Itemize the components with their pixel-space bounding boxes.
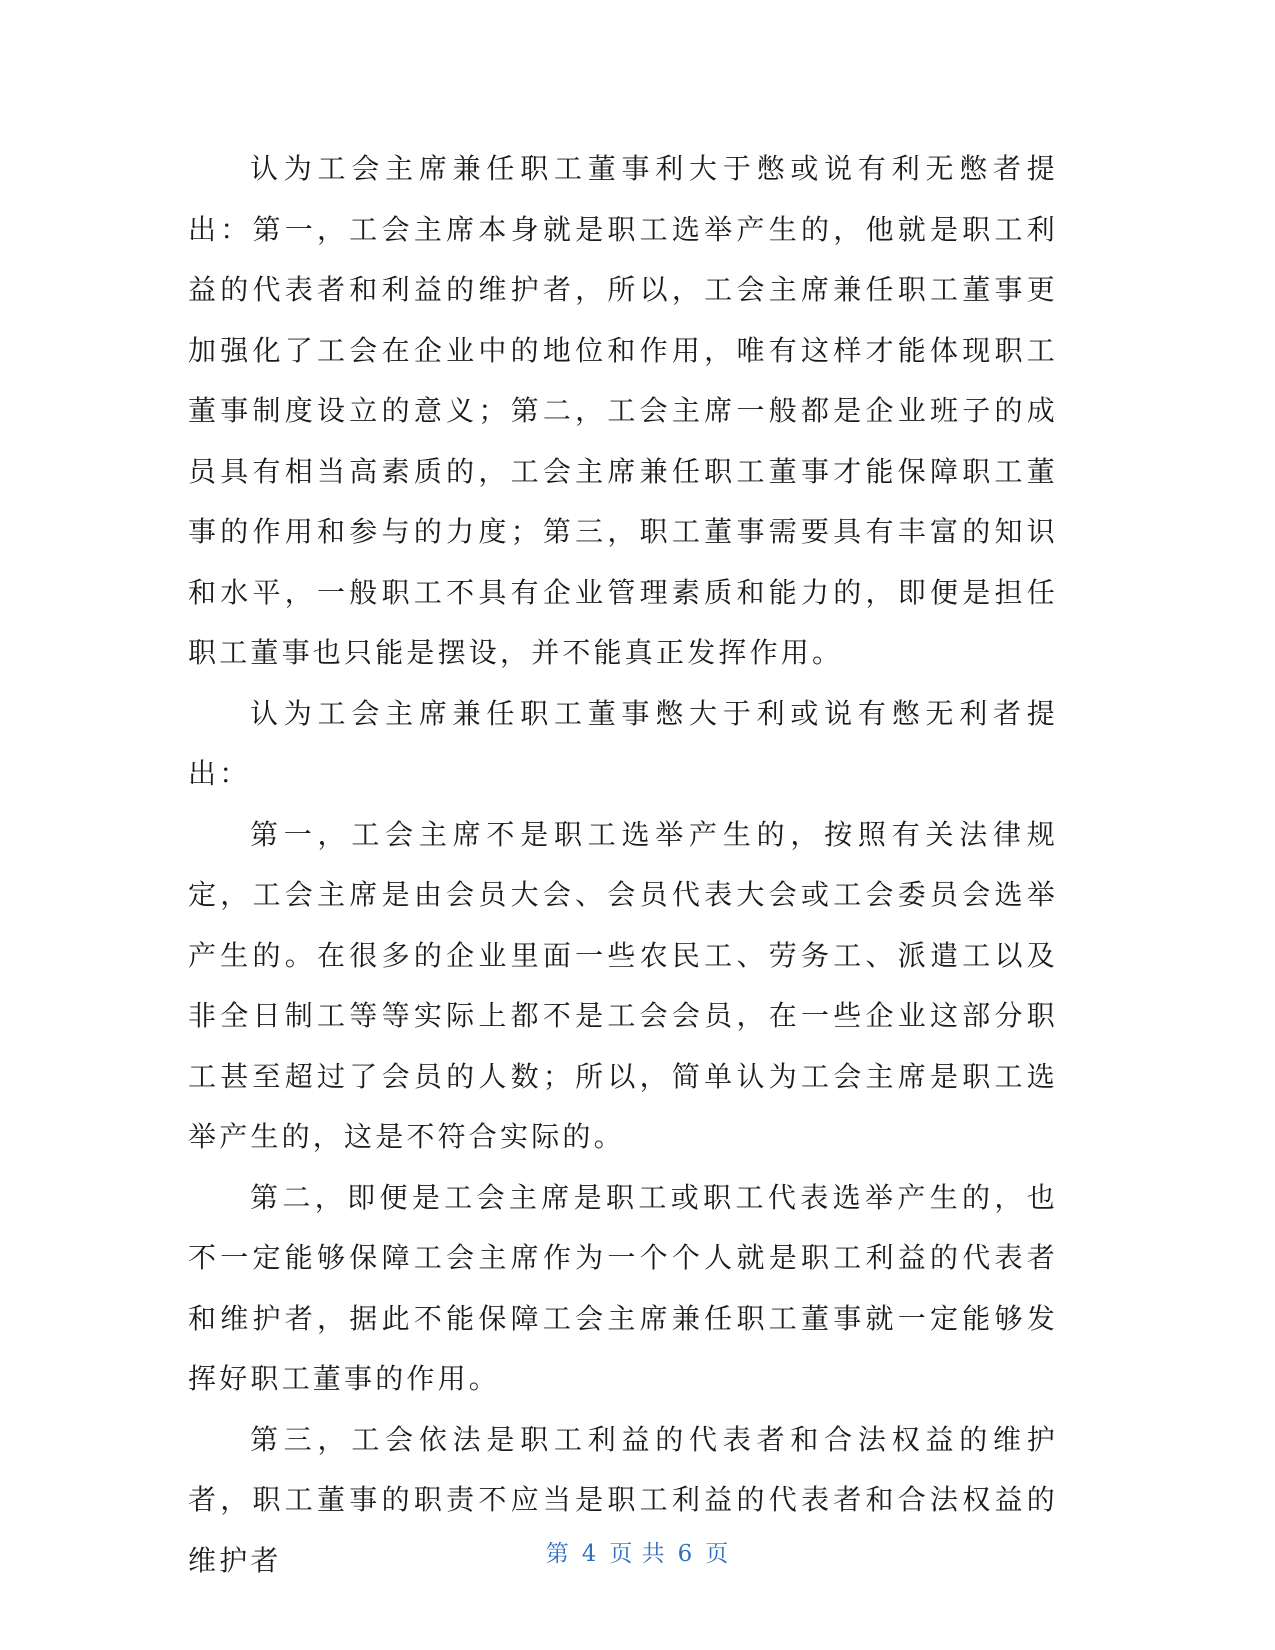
footer-suffix: 页 bbox=[705, 1541, 730, 1567]
paragraph-2: 认为工会主席兼任职工董事憋大于利或说有憋无利者提出： bbox=[188, 696, 1058, 790]
paragraph-4: 第二，即便是工会主席是职工或职工代表选举产生的，也不一定能够保障工会主席作为一个个人就是职工利益的代表者和维护者，据此不能保障工会主席兼任职工董事就一定能够发挥好职工董事的作用。 bbox=[188, 1180, 1058, 1395]
page-number-footer bbox=[0, 1535, 1275, 1568]
paragraph-5: 第三，工会依法是职工利益的代表者和合法权益的维护者，职工董事的职责不应当是职工利益的代表者和合法权益的维护者 bbox=[188, 1422, 1058, 1577]
total-pages-number: 6 bbox=[677, 1541, 694, 1567]
footer-prefix: 第 bbox=[545, 1541, 570, 1567]
footer-middle: 页 共 bbox=[609, 1541, 666, 1567]
paragraph-1: 认为工会主席兼任职工董事利大于憋或说有利无憋者提出：第一，工会主席本身就是职工选举产生的，他就是职工利益的代表者和利益的维护者，所以，工会主席兼任职工董事更加强化了工会在企业中的地位和作用，唯有这样才能体现职工董事制度设立的意义；第二，工会主席一般都是企业班子的成员具有相当高素质的，工会主席兼任职工董事才能保障职工董事的作用和参与的力度；第三，职工董事需要具有丰富的知识和水平，一般职工不具有企业管理素质和能力的，即便是担任职工董事也只能是摆设，并不能真正发挥作用。 bbox=[188, 152, 1058, 669]
current-page-number: 4 bbox=[581, 1541, 598, 1567]
paragraph-3: 第一，工会主席不是职工选举产生的，按照有关法律规定，工会主席是由会员大会、会员代表大会或工会委员会选举产生的。在很多的企业里面一些农民工、劳务工、派遣工以及非全日制工等等实际上都不是工会会员，在一些企业这部分职工甚至超过了会员的人数；所以，简单认为工会主席是职工选举产生的，这是不符合实际的。 bbox=[188, 817, 1058, 1153]
document-body bbox=[188, 139, 1058, 1591]
